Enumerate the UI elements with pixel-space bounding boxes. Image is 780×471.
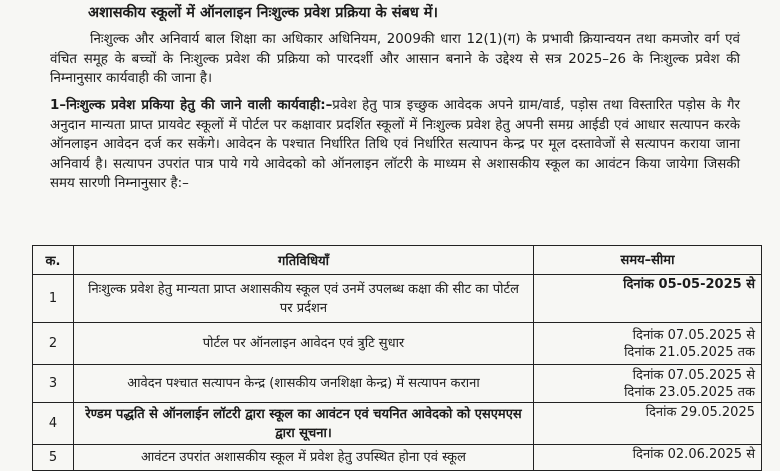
section-1-body: प्रवेश हेतु पात्र इच्छुक आवेदक अपने ग्राम/वार्ड, पड़ोस तथा विस्तारित पड़ोस के गैर अनुदान मान्यता प्राप्त प्रायवेट स्कूलों में पोर्टल पर कक्षावार प्रदर्शित स्कूलों में निःशुल्क प्रवेश हेतु अपनी समग्र आईडी एवं आधार सत्यापन करके ऑनलाइन आवेदन दर्ज कर सकेंगे। आवेदन के पश्चात निर्धारित तिथि एवं निर्धारित सत्यापन केन्द्र पर मूल दस्तावेजों से सत्यापन कराया जाना अनिवार्य है। सत्यापन उपरांत पात्र पाये गये आवेदको को ऑनलाइन लॉटरी के माध्यम से अशासकीय स्कूल का आवंटन किया जायेगा जिसकी समय सारणी निम्नानुसार है:– [50, 98, 740, 192]
table-row [33, 445, 762, 471]
row-date [534, 365, 762, 403]
row-serial: 1 [33, 275, 74, 323]
date-to: दिनांक 23.05.2025 तक [624, 384, 755, 400]
row-activity: रेण्डम पद्धति से ऑनलाईन लॉटरी द्वारा स्कूल का आवंटन एवं चयनित आवेदको को एसएमएस द्वारा सूचना। [74, 403, 534, 445]
date-to: दिनांक 21.05.2025 तक [624, 344, 755, 360]
header-time-limit: समय–सीमा [534, 246, 762, 275]
date-from: दिनांक 07.05.2025 से [632, 367, 755, 383]
row-serial: 2 [33, 323, 74, 365]
table-row [33, 323, 762, 365]
date-from: दिनांक 29.05.2025 [645, 405, 755, 420]
row-activity: आवेदन पश्चात सत्यापन केन्द्र (शासकीय जनशिक्षा केन्द्र) में सत्यापन कराना [74, 365, 534, 403]
table-row [33, 365, 762, 403]
row-serial: 4 [33, 403, 74, 445]
schedule-table [32, 245, 762, 471]
row-date [534, 403, 762, 445]
header-serial: क. [33, 246, 74, 275]
row-activity: निःशुल्क प्रवेश हेतु मान्यता प्राप्त अशासकीय स्कूल एवं उनमें उपलब्ध कक्षा की सीट का पोर्टल पर प्रर्दशन [74, 275, 534, 323]
date-from: दिनांक 02.06.2025 से [632, 447, 755, 462]
date-from: दिनांक 07.05.2025 से [632, 327, 755, 343]
letter-subject: अशासकीय स्कूलों में ऑनलाइन निःशुल्क प्रवेश प्रक्रिया के संबध में। [88, 5, 438, 21]
header-activities: गतिविधियाँ [74, 246, 534, 275]
date-from: दिनांक 05-05-2025 से [623, 277, 755, 292]
row-serial: 3 [33, 365, 74, 403]
row-date [534, 275, 762, 323]
table-row [33, 403, 762, 445]
table-header-row [33, 246, 762, 275]
row-activity: पोर्टल पर ऑनलाइन आवेदन एवं त्रुटि सुधार [74, 323, 534, 365]
row-activity: आवंटन उपरांत अशासकीय स्कूल में प्रवेश हेतु उपस्थित होना एवं स्कूल [74, 445, 534, 471]
table-row [33, 275, 762, 323]
section-1-paragraph [50, 96, 740, 194]
row-date [534, 445, 762, 471]
section-1-heading: 1–निःशुल्क प्रवेश प्रकिया हेतु की जाने वाली कार्यवाही:– [50, 98, 333, 113]
intro-paragraph: निःशुल्क और अनिवार्य बाल शिक्षा का अधिकार अधिनियम, 2009की धारा 12(1)(ग) के प्रभावी क्रियान्वयन तथा कमजोर वर्ग एवं वंचित समूह के बच्चों क‌े निःशुल्क प्रवेश की प्रक्रिया को पारदर्शी और आसान बनाने के उद्देश्य से सत्र 2025–26 के निःशुल्क प्रवेश की निम्नानुसार कार्यवाही की जाना है। [50, 32, 740, 87]
row-date [534, 323, 762, 365]
row-serial: 5 [33, 445, 74, 471]
